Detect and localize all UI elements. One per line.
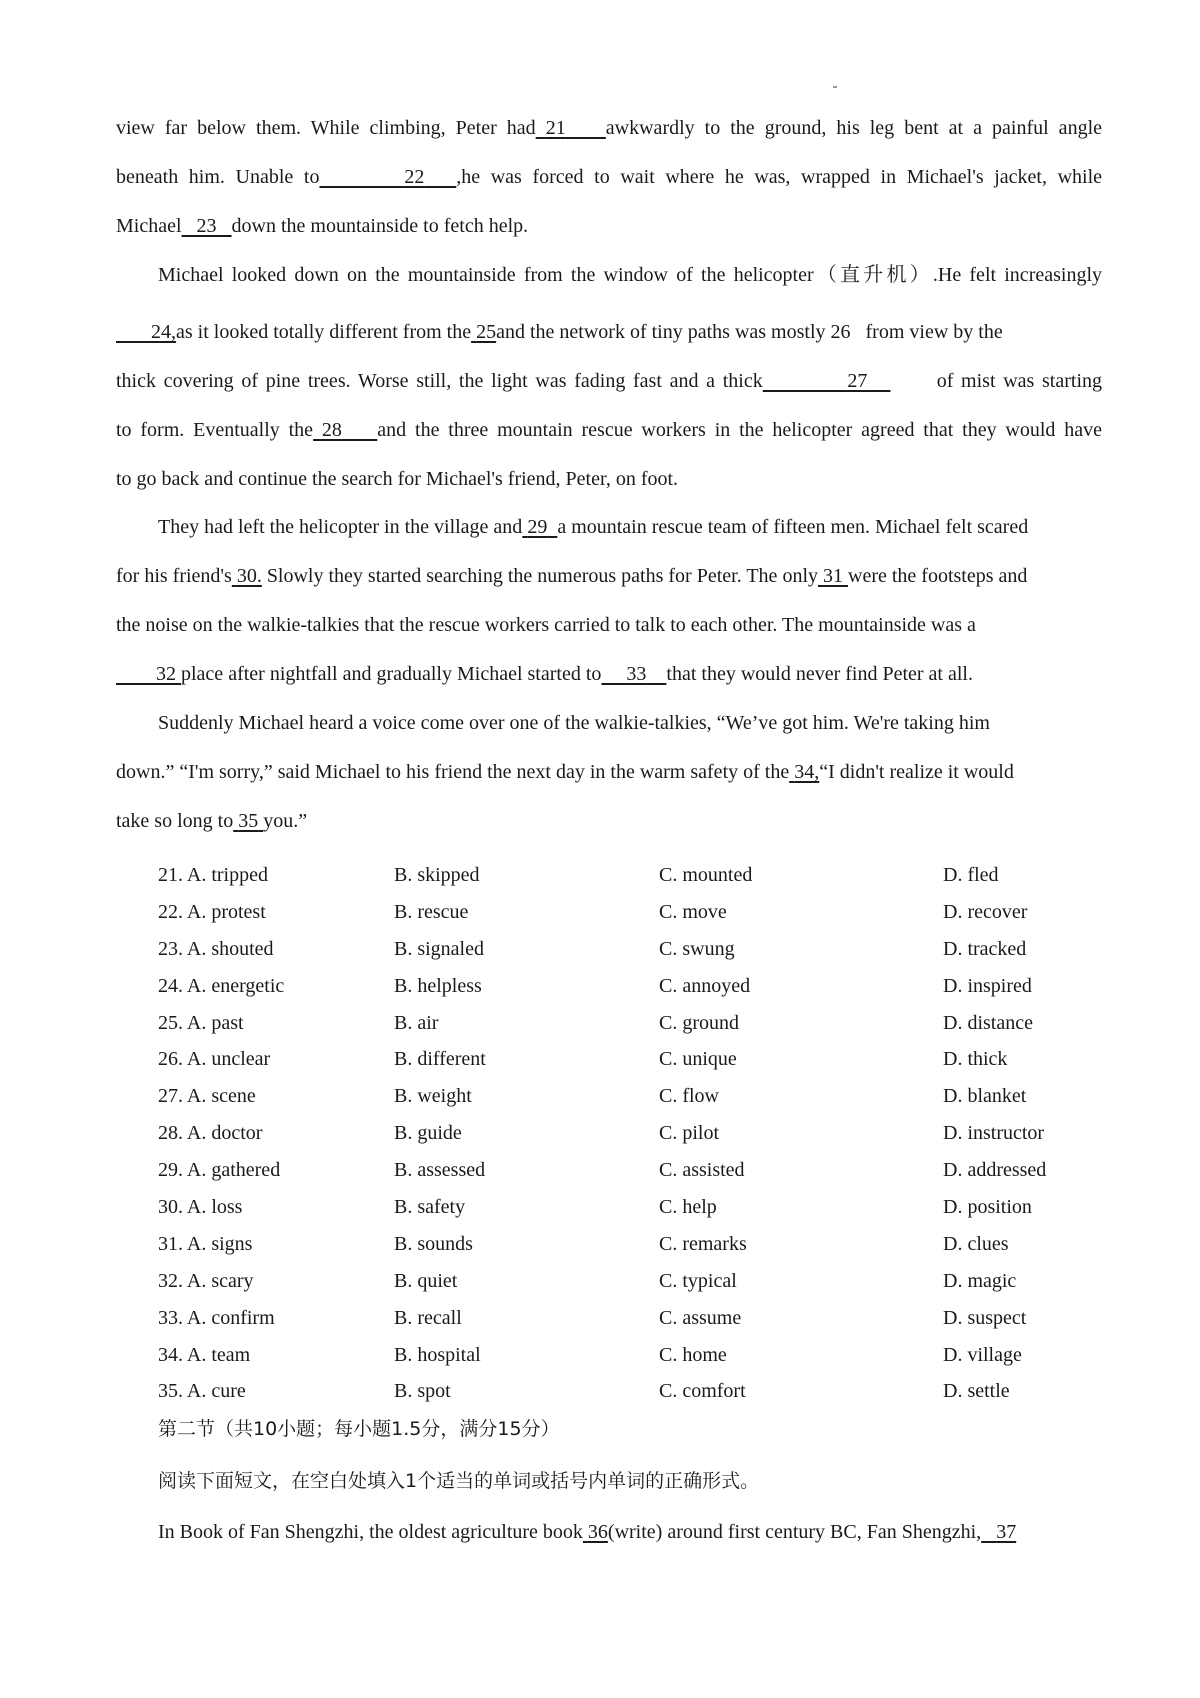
option-row (158, 1152, 1102, 1189)
option-b: B. skipped (394, 864, 480, 886)
option-row (158, 894, 1102, 931)
option-d: D. distance (943, 1011, 1033, 1034)
option-a: 28. A. doctor (158, 1122, 263, 1145)
option-c: C. unique (659, 1048, 737, 1071)
answer-options (158, 857, 1102, 1410)
option-a: 23. A. shouted (158, 937, 274, 960)
passage-paragraph-3 (116, 503, 1102, 699)
option-a: 22. A. protest (158, 900, 266, 923)
blank-32: 32 (156, 663, 176, 685)
option-row (158, 1337, 1102, 1374)
option-b: B. weight (394, 1085, 472, 1108)
option-b: B. signaled (394, 937, 484, 960)
blank-23: 23 (196, 215, 217, 237)
option-b: B. safety (394, 1196, 466, 1219)
option-a: 32. A. scary (158, 1269, 254, 1292)
option-c: C. mounted (659, 864, 753, 886)
passage-line: for his friend's 30. Slowly they started searching the numerous paths for Peter. The only 31 were the footsteps and (116, 565, 1028, 587)
passage-line: 24,as it looked totally different from the 25and the network of tiny paths was mostly 26 from view by the (116, 308, 1102, 357)
section2-passage (158, 1508, 1102, 1557)
passage-line: Suddenly Michael heard a voice come over one of the walkie-talkies, “We’ve got him. We're taking him (158, 712, 990, 734)
option-b: B. spot (394, 1380, 451, 1403)
option-a: 26. A. unclear (158, 1048, 271, 1071)
passage-line: down.” “I'm sorry,” said Michael to his friend the next day in the warm safety of the 34,“I didn't realize it would (116, 761, 1014, 783)
option-d: D. village (943, 1343, 1022, 1366)
option-c: C. flow (659, 1085, 719, 1108)
option-a: 34. A. team (158, 1343, 251, 1366)
option-row (158, 1115, 1102, 1152)
section-instruction: 阅读下面短文，在空白处填入1个适当的单词或括号内单词的正确形式。 (158, 1470, 760, 1492)
blank-25: 25 (476, 321, 497, 343)
blank-21: 21 (545, 117, 566, 139)
option-c: C. swung (659, 937, 735, 960)
option-b: B. hospital (394, 1343, 481, 1366)
option-c: C. ground (659, 1011, 739, 1034)
option-c: C. comfort (659, 1380, 746, 1403)
option-row (158, 1226, 1102, 1263)
option-b: B. assessed (394, 1159, 486, 1182)
passage-line: Michael looked down on the mountainside from the window of the helicopter（直升机）.He felt increasingly (158, 264, 1102, 286)
passage-line: take so long to 35 you.” (116, 810, 308, 832)
option-row (158, 1300, 1102, 1337)
option-d: D. inspired (943, 974, 1032, 997)
section-heading: 第二节（共10小题；每小题1.5分，满分15分） (158, 1418, 560, 1440)
option-b: B. quiet (394, 1269, 458, 1292)
option-b: B. recall (394, 1306, 462, 1329)
option-b: B. sounds (394, 1232, 473, 1255)
passage-line: to go back and continue the search for Michael's friend, Peter, on foot. (116, 468, 679, 490)
option-row (158, 857, 1102, 894)
blank-28: 28 (321, 419, 342, 441)
passage-paragraph-2 (116, 251, 1102, 300)
option-d: D. fled (943, 864, 999, 886)
option-b: B. air (394, 1011, 439, 1034)
option-d: D. position (943, 1196, 1032, 1219)
option-b: B. rescue (394, 900, 469, 923)
blank-30: 30. (236, 565, 262, 587)
option-c: C. pilot (659, 1122, 720, 1145)
passage-line: the noise on the walkie-talkies that the rescue workers carried to talk to each other. The mountainside was a (116, 614, 976, 636)
option-c: C. home (659, 1343, 727, 1366)
option-a: 24. A. energetic (158, 974, 285, 997)
blank-27: 27 (847, 370, 868, 392)
option-c: C. assisted (659, 1159, 745, 1182)
option-c: C. assume (659, 1306, 742, 1329)
blank-33: 33 (626, 663, 647, 685)
option-a: 25. A. past (158, 1011, 244, 1034)
option-c: C. move (659, 900, 727, 923)
option-a: 33. A. confirm (158, 1306, 275, 1329)
option-d: D. clues (943, 1232, 1009, 1255)
option-b: B. different (394, 1048, 486, 1071)
passage-line: In Book of Fan Shengzhi, the oldest agriculture book 36(write) around first century BC, Fan Shengzhi, 37 (158, 1521, 1017, 1543)
option-d: D. addressed (943, 1159, 1047, 1182)
passage-line: thick covering of pine trees. Worse still, the light was fading fast and a thick 27 of mist was starting (116, 370, 1103, 392)
option-d: D. settle (943, 1380, 1010, 1403)
option-d: D. recover (943, 900, 1028, 923)
option-d: D. blanket (943, 1085, 1027, 1108)
passage-paragraph-2-cont (116, 308, 1102, 504)
blank-36: 36 (587, 1521, 608, 1543)
option-d: D. magic (943, 1269, 1017, 1292)
passage-paragraph-4 (116, 699, 1102, 846)
passage-line: Michael 23 down the mountainside to fetch help. (116, 215, 529, 237)
passage-line: 32 place after nightfall and gradually Michael started to 33 that they would never find Peter at all. (116, 650, 1102, 699)
option-row (158, 1005, 1102, 1042)
option-b: B. helpless (394, 974, 482, 997)
option-a: 29. A. gathered (158, 1159, 281, 1182)
option-a: 31. A. signs (158, 1232, 253, 1255)
option-b: B. guide (394, 1122, 462, 1145)
passage-line: to form. Eventually the 28 and the three mountain rescue workers in the helicopter agreed that they would have (116, 419, 1103, 441)
passage-line: view far below them. While climbing, Peter had 21 awkwardly to the ground, his leg bent at a painful angle (116, 117, 1102, 139)
option-c: C. help (659, 1196, 717, 1219)
option-a: 21. A. tripped (158, 864, 268, 886)
blank-29: 29 (527, 516, 548, 538)
option-row (158, 1373, 1102, 1410)
option-row (158, 1078, 1102, 1115)
option-c: C. remarks (659, 1232, 747, 1255)
blank-22: 22 (404, 166, 425, 188)
option-d: D. tracked (943, 937, 1027, 960)
option-row (158, 1189, 1102, 1226)
passage-line: They had left the helicopter in the village and 29 a mountain rescue team of fifteen men. Michael felt scared (158, 516, 1029, 538)
blank-34: 34, (794, 761, 820, 783)
option-row (158, 1041, 1102, 1078)
option-c: C. typical (659, 1269, 737, 1292)
option-row (158, 968, 1102, 1005)
option-row (158, 931, 1102, 968)
option-a: 27. A. scene (158, 1085, 256, 1108)
blank-31: 31 (823, 565, 843, 587)
option-d: D. instructor (943, 1122, 1045, 1145)
blank-37: 37 (996, 1521, 1017, 1543)
passage-paragraph-1 (116, 104, 1102, 251)
option-a: 30. A. loss (158, 1196, 243, 1219)
option-a: 35. A. cure (158, 1380, 246, 1403)
scan-speck (833, 86, 837, 88)
blank-24: 24, (151, 321, 176, 343)
option-c: C. annoyed (659, 974, 751, 997)
option-d: D. suspect (943, 1306, 1027, 1329)
option-d: D. thick (943, 1048, 1008, 1071)
option-row (158, 1263, 1102, 1300)
passage-line: beneath him. Unable to 22 ,he was forced to wait where he was, wrapped in Michael's jacket, while (116, 166, 1103, 188)
blank-35: 35 (238, 810, 259, 832)
